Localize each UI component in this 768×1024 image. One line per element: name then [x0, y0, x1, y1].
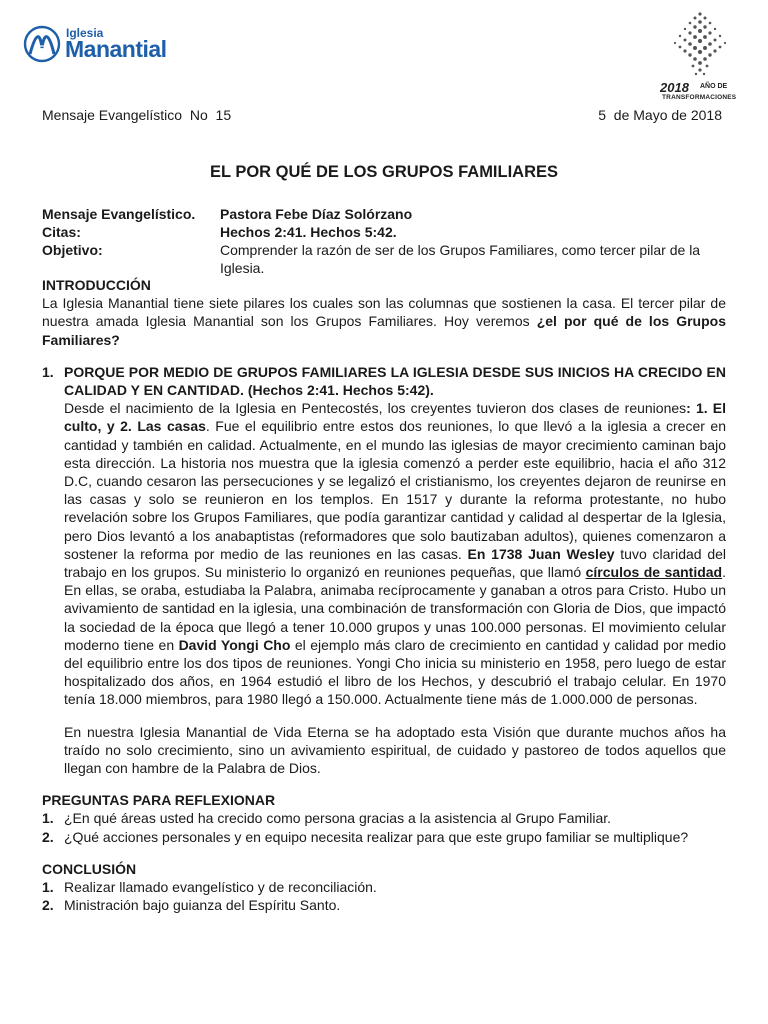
p1-c: . Fue el equilibrio entre estos dos reuniones, lo que llevó a la iglesia a crecer en cantidad y también en calidad. Actualmente, en el mundo las iglesias de mayor crecimiento caminan bajo esta dirección. La historia nos muestra que la iglesia comenzó a perder este equilibrio, hacia el año 312 D.C, cuando cesaron las persecuciones y se legalizó el cristianismo, los creyentes dejaron de reunirse en las casas y solo se reunieron en los templos. En 1517 y durante la reforma protestante, no hubo revelación sobre los Grupos Familiares, que podía garantizar cantidad y calidad al despertar de la Iglesia, pero Dios levantó a los anabaptistas (reformadores que solo bautizaban adultos), quienes comenzaron a sostener la reforma por medio de las reuniones en las casas.: [64, 418, 726, 562]
conclusion-heading: CONCLUSIÓN: [42, 860, 137, 877]
objetivo-label: Objetivo:: [42, 242, 103, 258]
p1-d: En 1738 Juan Wesley: [467, 545, 615, 562]
p1-h: David Yongi Cho: [178, 636, 291, 653]
point-1-paragraph: [42, 399, 726, 708]
pregunta-number: 2.: [42, 828, 54, 845]
info-row-speaker: [42, 205, 726, 223]
intro-text-bold: ¿el por qué de los Grupos Familiares?: [42, 313, 726, 348]
p1-e: tuvo claridad del trabajo en los grupos. Su ministerio lo organizó en reuniones pequeñas, que llamó: [64, 545, 727, 581]
info-row-citas: [42, 223, 726, 241]
point-1-heading: PORQUE POR MEDIO DE GRUPOS FAMILIARES LA IGLESIA DESDE SUS INICIOS HA CRECIDO EN CALIDAD Y EN CANTIDAD. (Hechos 2:41. Hechos 5:42).: [64, 363, 726, 399]
pregunta-item: [42, 809, 726, 827]
conclusion-item: [42, 878, 726, 896]
message-info: [42, 205, 726, 277]
year-badge: [650, 10, 750, 100]
conclusion-number: 1.: [42, 879, 54, 896]
speaker-value: Pastora Febe Díaz Solórzano: [220, 206, 413, 222]
badge-line2: TRANSFORMACIONES: [662, 94, 737, 101]
p1-b: 1. El culto, y 2. Las casas: [64, 400, 727, 435]
pregunta-item: [42, 828, 726, 846]
badge-year: 2018: [660, 80, 689, 95]
p1-a: Desde el nacimiento de la Iglesia en Pentecostés, los creyentes tuvieron dos clases de reuniones: [64, 400, 687, 417]
conclusion-text: Realizar llamado evangelístico y de reconciliación.: [64, 879, 377, 896]
citas-value: Hechos 2:41. Hechos 5:42.: [220, 224, 397, 240]
badge-line1: AÑO DE: [700, 83, 728, 90]
message-date: 5 de Mayo de 2018: [598, 107, 722, 123]
point-1-heading-row: [42, 363, 726, 399]
point-1-number: 1.: [42, 363, 54, 380]
p1-i: el ejemplo más claro de crecimiento en cantidad y calidad por medio del equilibrio entre los dos tipos de reuniones. Yongi Cho inicia su ministerio en 1958, pero luego de estar hospitalizado dos años, en 1964 estudió el libro de los Hechos, y descubrió el trabajo celular. En 1970 tenía 18.000 miembros, para 1980 llegó a 150.000. Actualmente tiene más de 1.000.000 de personas.: [64, 636, 726, 708]
intro-heading: INTRODUCCIÓN: [42, 277, 151, 293]
speaker-label: Mensaje Evangelístico.: [42, 206, 196, 222]
pregunta-number: 1.: [42, 810, 54, 827]
point-1-paragraph-2: En nuestra Iglesia Manantial de Vida Eterna se ha adoptado esta Visión que durante muchos años ha traído no solo crecimiento, sino un avivamiento espiritual, de cuidado y pastoreo de todos aquellos que llegan con hambre de la Palabra de Dios.: [64, 723, 726, 777]
conclusion-number: 2.: [42, 897, 54, 914]
pregunta-text: ¿En qué áreas usted ha crecido como persona gracias a la asistencia al Grupo Familiar.: [64, 810, 612, 827]
conclusion-item: [42, 896, 726, 914]
pregunta-text: ¿Qué acciones personales y en equipo necesita realizar para que este grupo familiar se multiplique?: [64, 828, 689, 845]
dotted-cross-icon: [660, 10, 740, 78]
info-row-objetivo: [42, 241, 726, 277]
page-title: EL POR QUÉ DE LOS GRUPOS FAMILIARES: [209, 163, 559, 181]
manantial-logo-icon: [22, 24, 62, 64]
objetivo-value: Comprender la razón de ser de los Grupos Familiares, como tercer pilar de la Iglesia.: [220, 242, 701, 276]
p1-g: . En ellas, se oraba, estudiaba la Palabra, animaba recíprocamente y ganaban a otros para Cristo. Hubo un avivamiento de santidad en la iglesia, una combinación de transformación con Gloria de Dios, que impactó la sociedad de la época que llegó a tener 10.000 grupos y unas 100.000 personas. El movimiento celular moderno tiene en: [64, 564, 726, 653]
logo-big-text: Manantial: [65, 36, 167, 62]
message-body: [42, 276, 726, 915]
preguntas-heading: PREGUNTAS PARA REFLEXIONAR: [42, 792, 276, 809]
logo-small-text: Iglesia: [66, 26, 104, 40]
citas-label: Citas:: [42, 224, 81, 240]
conclusion-text: Ministración bajo guianza del Espíritu Santo.: [64, 897, 341, 914]
intro-paragraph: [42, 294, 726, 349]
p1-f: círculos de santidad: [585, 564, 723, 581]
p1-colon: :: [686, 400, 691, 417]
intro-text: La Iglesia Manantial tiene siete pilares los cuales son las columnas que sostienen la casa. El tercer pilar de nuestra amada Iglesia Manantial son los Grupos Familiares. Hoy veremos: [42, 295, 726, 330]
message-number: Mensaje Evangelístico No 15: [42, 107, 232, 123]
